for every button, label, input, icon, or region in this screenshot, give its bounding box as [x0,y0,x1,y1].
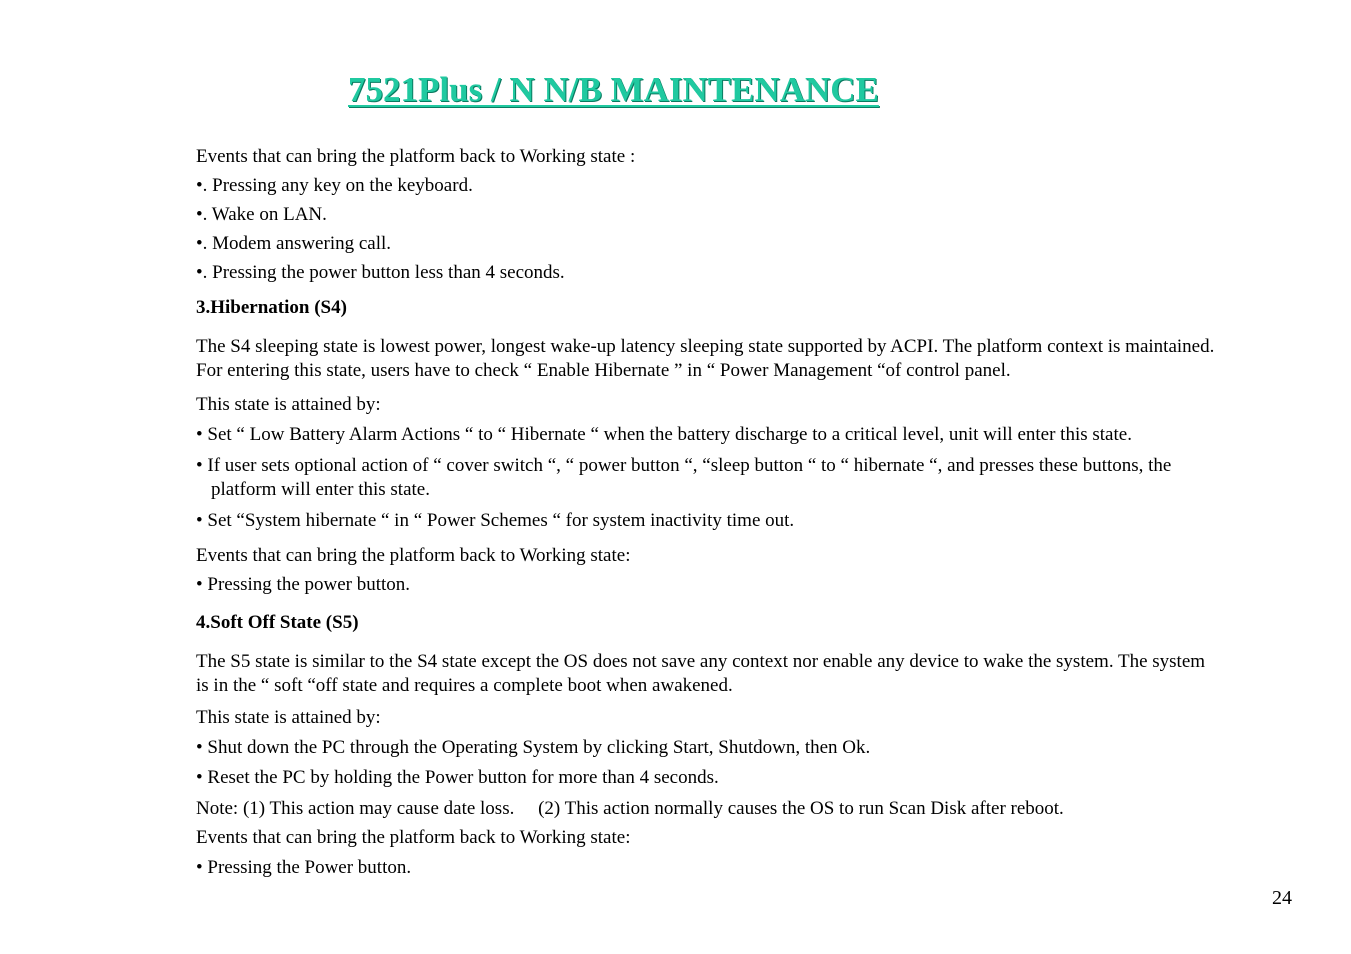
paragraph: Events that can bring the platform back to Working state: [196,827,631,848]
list-item: • Shut down the PC through the Operating System by clicking Start, Shutdown, then Ok. [196,737,871,758]
paragraph: Events that can bring the platform back to Working state: [196,545,631,566]
list-item: • Set “ Low Battery Alarm Actions “ to “ Hibernate “ when the battery discharge to a critical level, unit will enter this state. [196,424,1132,445]
document-body [196,145,1226,880]
list-item: • Pressing the Power button. [196,857,412,878]
list-item: •. Pressing any key on the keyboard. [196,175,473,196]
paragraph: The S5 state is similar to the S4 state except the OS does not save any context nor enable any device to wake the system. The system is in the “ soft “off state and requires a complete boot when awakened. [196,651,1206,696]
page-title: 7521Plus / N N/B MAINTENANCE [348,70,879,109]
section-heading: 3.Hibernation (S4) [196,297,347,318]
section-heading: 4.Soft Off State (S5) [196,612,359,633]
paragraph: The S4 sleeping state is lowest power, longest wake-up latency sleeping state supported by ACPI. The platform context is maintained. For entering this state, users have to check “ Enable Hibernate ” in “ Power Management “of control panel. [196,336,1215,381]
list-item: • If user sets optional action of “ cover switch “, “ power button “, “sleep button “ to “ hibernate “, and presses these buttons, the platform will enter this state. [196,455,1172,500]
paragraph: This state is attained by: [196,394,381,415]
paragraph: This state is attained by: [196,707,381,728]
note: Note: (1) This action may cause date loss. (2) This action normally causes the OS to run Scan Disk after reboot. [196,798,1064,819]
list-item: •. Modem answering call. [196,233,392,254]
list-item: •. Wake on LAN. [196,204,327,225]
list-item: • Set “System hibernate “ in “ Power Schemes “ for system inactivity time out. [196,510,795,531]
list-item: • Reset the PC by holding the Power button for more than 4 seconds. [196,767,719,788]
paragraph: Events that can bring the platform back to Working state : [196,146,636,167]
list-item: • Pressing the power button. [196,574,411,595]
page-number: 24 [1272,887,1292,909]
list-item: •. Pressing the power button less than 4 seconds. [196,262,565,283]
